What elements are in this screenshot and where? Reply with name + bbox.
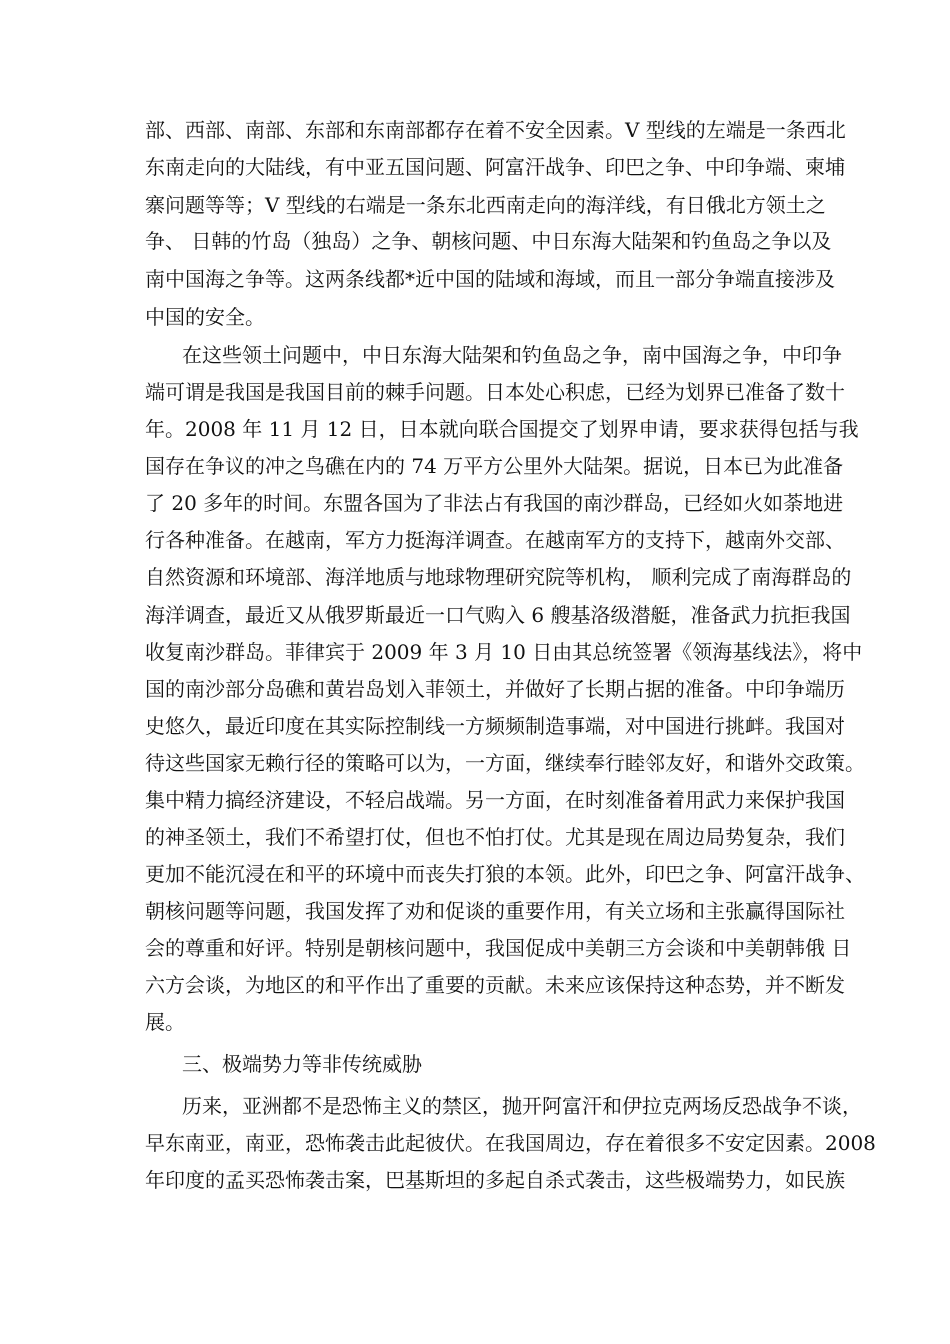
text-line: 六方会谈，为地区的和平作出了重要的贡献。未来应该保持这种态势，并不断发 (145, 973, 845, 997)
text-line: 年。2008 年 11 月 12 日，日本就向联合国提交了划界申请，要求获得包括与我 (145, 417, 859, 441)
text-line: 待这些国家无赖行径的策略可以为，一方面，继续奉行睦邻友好，和谐外交政策。 (145, 751, 865, 775)
text-line: 史悠久，最近印度在其实际控制线一方频频制造事端，对中国进行挑衅。我国对 (145, 714, 845, 738)
text-line: 收复南沙群岛。菲律宾于 2009 年 3 月 10 日由其总统签署《领海基线法》，将中 (145, 640, 863, 664)
text-line: 国的南沙部分岛礁和黄岩岛划入菲领土，并做好了长期占据的准备。中印争端历 (145, 677, 845, 701)
text-line: 年印度的孟买恐怖袭击案，巴基斯坦的多起自杀式袭击，这些极端势力，如民族 (145, 1168, 845, 1192)
text-line: 历来，亚洲都不是恐怖主义的禁区，抛开阿富汗和伊拉克两场反恐战争不谈， (182, 1094, 862, 1118)
text-line: 自然资源和环境部、海洋地质与地球物理研究院等机构， 顺利完成了南海群岛的 (145, 565, 852, 589)
text-line: 朝核问题等问题，我国发挥了劝和促谈的重要作用，有关立场和主张赢得国际社 (145, 899, 845, 923)
text-line: 展。 (145, 1010, 185, 1034)
text-line: 会的尊重和好评。特别是朝核问题中，我国促成中美朝三方会谈和中美朝韩俄 日 (145, 936, 852, 960)
text-line: 行各种准备。在越南，军方力挺海洋调查。在越南军方的支持下，越南外交部、 (145, 528, 845, 552)
text-line: 南中国海之争等。这两条线都*近中国的陆域和海域，而且一部分争端直接涉及 (145, 267, 835, 291)
text-line: 早东南亚，南亚，恐怖袭击此起彼伏。在我国周边，存在着很多不安定因素。2008 (145, 1131, 876, 1155)
text-line: 更加不能沉浸在和平的环境中而丧失打狼的本领。此外，印巴之争、阿富汗战争、 (145, 862, 865, 886)
text-line: 的神圣领土，我们不希望打仗，但也不怕打仗。尤其是现在周边局势复杂，我们 (145, 825, 845, 849)
text-line: 了 20 多年的时间。东盟各国为了非法占有我国的南沙群岛，已经如火如荼地进 (145, 491, 844, 515)
text-line: 部、西部、南部、东部和东南部都存在着不安全因素。V 型线的左端是一条西北 (145, 118, 846, 142)
text-line: 端可谓是我国是我国目前的棘手问题。日本处心积虑，已经为划界已准备了数十 (145, 380, 845, 404)
text-line: 国存在争议的冲之鸟礁在内的 74 万平方公里外大陆架。据说，日本已为此准备 (145, 454, 844, 478)
text-line: 在这些领土问题中，中日东海大陆架和钓鱼岛之争，南中国海之争，中印争 (182, 343, 842, 367)
text-line: 中国的安全。 (145, 305, 265, 329)
text-line: 东南走向的大陆线，有中亚五国问题、阿富汗战争、印巴之争、中印争端、柬埔 (145, 155, 845, 179)
text-line: 海洋调查，最近又从俄罗斯最近一口气购入 6 艘基洛级潜艇，准备武力抗拒我国 (145, 603, 851, 627)
text-line: 集中精力搞经济建设，不轻启战端。另一方面，在时刻准备着用武力来保护我国 (145, 788, 845, 812)
text-line: 寨问题等等；V 型线的右端是一条东北西南走向的海洋线，有日俄北方领土之 (145, 193, 826, 217)
text-line: 争、 日韩的竹岛（独岛）之争、朝核问题、中日东海大陆架和钓鱼岛之争以及 (145, 229, 832, 253)
section-heading: 三、极端势力等非传统威胁 (182, 1052, 422, 1076)
